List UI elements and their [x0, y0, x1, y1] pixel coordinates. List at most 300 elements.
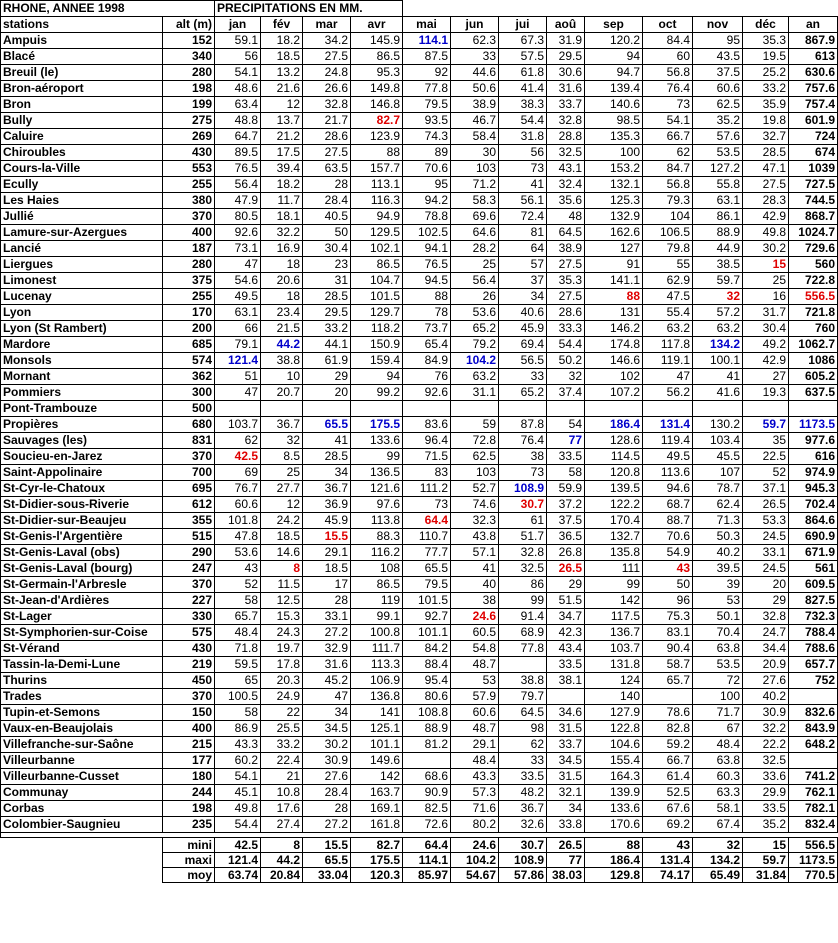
stat-value: 120.3 — [351, 868, 403, 883]
altitude-cell: 400 — [163, 225, 215, 241]
value-cell: 30.4 — [743, 321, 789, 337]
stat-label: mini — [163, 838, 215, 853]
value-cell: 43 — [643, 561, 693, 577]
value-cell: 78.6 — [643, 705, 693, 721]
value-cell: 73 — [499, 465, 547, 481]
value-cell: 65.4 — [403, 337, 451, 353]
altitude-cell: 269 — [163, 129, 215, 145]
value-cell: 145.9 — [351, 33, 403, 49]
value-cell: 61.8 — [499, 65, 547, 81]
annual-total-cell: 560 — [789, 257, 838, 273]
station-name: Colombier-Saugnieu — [1, 817, 163, 833]
station-name: Blacé — [1, 49, 163, 65]
station-name: Thurins — [1, 673, 163, 689]
value-cell: 38.1 — [547, 673, 585, 689]
column-header-alt: alt (m) — [163, 17, 215, 33]
value-cell: 87.8 — [499, 417, 547, 433]
table-row — [1, 465, 838, 481]
value-cell: 117.5 — [585, 609, 643, 625]
station-name: Bully — [1, 113, 163, 129]
value-cell: 17 — [303, 577, 351, 593]
value-cell: 20.9 — [743, 657, 789, 673]
value-cell: 104.2 — [451, 353, 499, 369]
annual-total-cell: 721.8 — [789, 305, 838, 321]
value-cell: 48.2 — [499, 785, 547, 801]
value-cell: 40.2 — [693, 545, 743, 561]
value-cell: 140 — [585, 689, 643, 705]
value-cell: 19.8 — [743, 113, 789, 129]
value-cell: 101.1 — [351, 737, 403, 753]
value-cell: 65.5 — [403, 561, 451, 577]
value-cell: 99 — [351, 449, 403, 465]
value-cell: 33.1 — [743, 545, 789, 561]
altitude-cell: 515 — [163, 529, 215, 545]
value-cell: 133.6 — [585, 801, 643, 817]
value-cell: 37.5 — [547, 513, 585, 529]
annual-total-cell: 752 — [789, 673, 838, 689]
altitude-cell: 831 — [163, 433, 215, 449]
value-cell: 120.8 — [585, 465, 643, 481]
value-cell: 53.3 — [743, 513, 789, 529]
stat-blank — [1, 838, 163, 853]
value-cell: 100 — [693, 689, 743, 705]
stat-value: 38.03 — [547, 868, 585, 883]
value-cell: 91.4 — [499, 609, 547, 625]
value-cell: 15.3 — [261, 609, 303, 625]
value-cell: 36.7 — [303, 481, 351, 497]
value-cell: 76.4 — [643, 81, 693, 97]
value-cell: 14.6 — [261, 545, 303, 561]
value-cell: 162.6 — [585, 225, 643, 241]
station-name: Cours-la-Ville — [1, 161, 163, 177]
value-cell: 80.2 — [451, 817, 499, 833]
value-cell: 129.7 — [351, 305, 403, 321]
annual-total-cell: 744.5 — [789, 193, 838, 209]
station-name: Soucieu-en-Jarez — [1, 449, 163, 465]
value-cell: 11.7 — [261, 193, 303, 209]
value-cell: 28 — [303, 177, 351, 193]
value-cell: 63.2 — [693, 321, 743, 337]
value-cell: 50.1 — [693, 609, 743, 625]
value-cell: 104 — [643, 209, 693, 225]
value-cell: 88 — [351, 145, 403, 161]
value-cell: 80.6 — [403, 689, 451, 705]
value-cell: 41 — [451, 561, 499, 577]
value-cell: 33 — [451, 49, 499, 65]
value-cell: 95 — [403, 177, 451, 193]
value-cell: 136.7 — [585, 625, 643, 641]
stat-value: 33.04 — [303, 868, 351, 883]
value-cell: 33.5 — [547, 449, 585, 465]
stat-value: 134.2 — [693, 853, 743, 868]
station-name: Limonest — [1, 273, 163, 289]
altitude-cell: 330 — [163, 609, 215, 625]
value-cell: 121.6 — [351, 481, 403, 497]
table-subtitle: PRECIPITATIONS EN MM. — [215, 1, 403, 17]
stat-label: moy — [163, 868, 215, 883]
value-cell: 44.2 — [261, 337, 303, 353]
table-row — [1, 657, 838, 673]
stat-value: 186.4 — [585, 853, 643, 868]
altitude-cell: 450 — [163, 673, 215, 689]
table-row — [1, 273, 838, 289]
station-name: St-Didier-sur-Beaujeu — [1, 513, 163, 529]
value-cell: 48.6 — [215, 81, 261, 97]
value-cell: 114.5 — [585, 449, 643, 465]
value-cell: 57.1 — [451, 545, 499, 561]
value-cell: 94 — [351, 369, 403, 385]
station-name: Lyon (St Rambert) — [1, 321, 163, 337]
altitude-cell: 553 — [163, 161, 215, 177]
value-cell: 68.9 — [499, 625, 547, 641]
value-cell: 57.9 — [451, 689, 499, 705]
station-name: Lucenay — [1, 289, 163, 305]
annual-total-cell: 601.9 — [789, 113, 838, 129]
value-cell: 103 — [451, 161, 499, 177]
value-cell: 117.8 — [643, 337, 693, 353]
value-cell: 63.3 — [693, 785, 743, 801]
value-cell: 58.7 — [643, 657, 693, 673]
value-cell: 69.4 — [499, 337, 547, 353]
value-cell: 43.3 — [451, 769, 499, 785]
column-header-month: an — [789, 17, 838, 33]
value-cell: 48.4 — [693, 737, 743, 753]
value-cell: 39.5 — [693, 561, 743, 577]
value-cell: 79.1 — [215, 337, 261, 353]
altitude-cell: 198 — [163, 81, 215, 97]
value-cell: 86.5 — [351, 257, 403, 273]
value-cell: 127.2 — [693, 161, 743, 177]
column-header-month: jun — [451, 17, 499, 33]
value-cell: 56 — [215, 49, 261, 65]
value-cell: 71.5 — [403, 449, 451, 465]
value-cell: 23.4 — [261, 305, 303, 321]
altitude-cell: 247 — [163, 561, 215, 577]
value-cell: 59.7 — [743, 417, 789, 433]
value-cell: 33 — [499, 753, 547, 769]
value-cell: 18.2 — [261, 177, 303, 193]
value-cell: 84.4 — [643, 33, 693, 49]
value-cell: 35.6 — [547, 193, 585, 209]
value-cell: 186.4 — [585, 417, 643, 433]
value-cell: 41 — [499, 177, 547, 193]
value-cell: 34.6 — [547, 705, 585, 721]
value-cell: 62 — [499, 737, 547, 753]
value-cell: 27.5 — [303, 145, 351, 161]
value-cell: 62.5 — [451, 449, 499, 465]
station-name: Mardore — [1, 337, 163, 353]
value-cell: 108 — [351, 561, 403, 577]
annual-total-cell: 690.9 — [789, 529, 838, 545]
value-cell: 122.2 — [585, 497, 643, 513]
value-cell: 54.8 — [451, 641, 499, 657]
value-cell: 32 — [547, 369, 585, 385]
value-cell: 98 — [499, 721, 547, 737]
table-row — [1, 417, 838, 433]
value-cell: 28.4 — [303, 785, 351, 801]
value-cell: 132.9 — [585, 209, 643, 225]
station-name: St-Didier-sous-Riverie — [1, 497, 163, 513]
value-cell: 66.7 — [643, 753, 693, 769]
value-cell: 92 — [403, 65, 451, 81]
value-cell: 56.8 — [643, 65, 693, 81]
column-header-month: oct — [643, 17, 693, 33]
value-cell: 28.2 — [451, 241, 499, 257]
value-cell: 60.6 — [451, 705, 499, 721]
value-cell: 39 — [693, 577, 743, 593]
value-cell: 129.5 — [351, 225, 403, 241]
value-cell: 35.3 — [743, 33, 789, 49]
value-cell: 72 — [693, 673, 743, 689]
value-cell: 34.5 — [547, 753, 585, 769]
table-row — [1, 129, 838, 145]
value-cell: 86.5 — [351, 49, 403, 65]
value-cell: 61.4 — [643, 769, 693, 785]
value-cell — [351, 401, 403, 417]
value-cell: 53 — [451, 673, 499, 689]
value-cell: 95.3 — [351, 65, 403, 81]
value-cell: 26 — [451, 289, 499, 305]
value-cell: 41 — [693, 369, 743, 385]
stat-row — [1, 868, 838, 883]
value-cell: 34.7 — [547, 609, 585, 625]
altitude-cell: 275 — [163, 113, 215, 129]
value-cell: 27.6 — [303, 769, 351, 785]
value-cell: 36.7 — [261, 417, 303, 433]
value-cell: 64.7 — [215, 129, 261, 145]
stat-value: 15 — [743, 838, 789, 853]
value-cell: 83.1 — [643, 625, 693, 641]
value-cell: 33.5 — [499, 769, 547, 785]
stat-value: 85.97 — [403, 868, 451, 883]
value-cell: 142 — [351, 769, 403, 785]
value-cell: 52 — [215, 577, 261, 593]
altitude-cell: 685 — [163, 337, 215, 353]
annual-total-cell: 1062.7 — [789, 337, 838, 353]
station-name: St-Lager — [1, 609, 163, 625]
value-cell: 45.1 — [215, 785, 261, 801]
header-row — [1, 17, 838, 33]
station-name: Tupin-et-Semons — [1, 705, 163, 721]
value-cell: 74.3 — [403, 129, 451, 145]
value-cell: 32.3 — [451, 513, 499, 529]
annual-total-cell: 843.9 — [789, 721, 838, 737]
altitude-cell: 430 — [163, 641, 215, 657]
altitude-cell: 280 — [163, 65, 215, 81]
stat-value: 129.8 — [585, 868, 643, 883]
value-cell: 31.6 — [547, 81, 585, 97]
value-cell: 84.7 — [643, 161, 693, 177]
table-row — [1, 321, 838, 337]
altitude-cell: 430 — [163, 145, 215, 161]
value-cell: 61 — [499, 513, 547, 529]
value-cell — [403, 753, 451, 769]
value-cell: 88.3 — [351, 529, 403, 545]
value-cell — [547, 689, 585, 705]
table-row — [1, 529, 838, 545]
value-cell: 99 — [499, 593, 547, 609]
value-cell: 43.5 — [693, 49, 743, 65]
table-row — [1, 145, 838, 161]
value-cell: 30.7 — [499, 497, 547, 513]
value-cell: 28.5 — [303, 289, 351, 305]
value-cell: 54.4 — [547, 337, 585, 353]
value-cell: 38 — [451, 593, 499, 609]
value-cell: 100 — [585, 145, 643, 161]
value-cell: 62.4 — [693, 497, 743, 513]
value-cell: 24.2 — [261, 513, 303, 529]
value-cell: 30 — [451, 145, 499, 161]
value-cell: 20.6 — [261, 273, 303, 289]
altitude-cell: 375 — [163, 273, 215, 289]
value-cell: 73.7 — [403, 321, 451, 337]
value-cell: 27.2 — [303, 817, 351, 833]
value-cell: 30.2 — [743, 241, 789, 257]
altitude-cell: 612 — [163, 497, 215, 513]
station-name: Monsols — [1, 353, 163, 369]
table-row — [1, 337, 838, 353]
annual-total-cell: 788.6 — [789, 641, 838, 657]
value-cell: 71.6 — [451, 801, 499, 817]
annual-total-cell: 556.5 — [789, 289, 838, 305]
altitude-cell: 244 — [163, 785, 215, 801]
value-cell: 102.1 — [351, 241, 403, 257]
value-cell: 119 — [351, 593, 403, 609]
value-cell: 47.9 — [215, 193, 261, 209]
value-cell: 72.4 — [499, 209, 547, 225]
value-cell: 56.4 — [451, 273, 499, 289]
value-cell: 108.8 — [403, 705, 451, 721]
value-cell: 27.5 — [303, 49, 351, 65]
value-cell: 79.7 — [499, 689, 547, 705]
value-cell: 97.6 — [351, 497, 403, 513]
altitude-cell: 370 — [163, 689, 215, 705]
value-cell: 27.5 — [547, 289, 585, 305]
value-cell: 77.7 — [403, 545, 451, 561]
stat-value: 108.9 — [499, 853, 547, 868]
value-cell: 32.5 — [499, 561, 547, 577]
value-cell: 44.1 — [303, 337, 351, 353]
value-cell: 76.4 — [499, 433, 547, 449]
value-cell: 81.2 — [403, 737, 451, 753]
value-cell: 81 — [499, 225, 547, 241]
stat-value: 57.86 — [499, 868, 547, 883]
value-cell: 146.2 — [585, 321, 643, 337]
station-name: Lancié — [1, 241, 163, 257]
value-cell: 67.3 — [499, 33, 547, 49]
value-cell: 76 — [403, 369, 451, 385]
value-cell: 54.9 — [643, 545, 693, 561]
value-cell: 88.4 — [403, 657, 451, 673]
value-cell: 18.5 — [261, 49, 303, 65]
value-cell: 43.1 — [547, 161, 585, 177]
value-cell: 94.7 — [585, 65, 643, 81]
value-cell: 33.1 — [303, 609, 351, 625]
value-cell — [451, 401, 499, 417]
value-cell: 76.5 — [215, 161, 261, 177]
value-cell: 131 — [585, 305, 643, 321]
value-cell: 86.9 — [215, 721, 261, 737]
value-cell: 30.4 — [303, 241, 351, 257]
value-cell: 34.5 — [303, 721, 351, 737]
value-cell: 38.9 — [451, 97, 499, 113]
value-cell: 55.4 — [643, 305, 693, 321]
value-cell: 65.5 — [303, 417, 351, 433]
table-row — [1, 161, 838, 177]
value-cell: 64.5 — [499, 705, 547, 721]
value-cell: 19.5 — [743, 49, 789, 65]
value-cell: 33 — [499, 369, 547, 385]
value-cell: 84.2 — [403, 641, 451, 657]
value-cell: 33.5 — [547, 657, 585, 673]
station-name: Saint-Appolinaire — [1, 465, 163, 481]
value-cell: 78 — [403, 305, 451, 321]
table-row — [1, 801, 838, 817]
annual-total-cell: 657.7 — [789, 657, 838, 673]
value-cell: 24.5 — [743, 561, 789, 577]
value-cell: 139.5 — [585, 481, 643, 497]
value-cell: 40.5 — [303, 209, 351, 225]
value-cell: 88.9 — [403, 721, 451, 737]
stat-value: 59.7 — [743, 853, 789, 868]
value-cell: 50 — [643, 577, 693, 593]
value-cell: 99.2 — [351, 385, 403, 401]
value-cell: 27.5 — [743, 177, 789, 193]
value-cell — [643, 689, 693, 705]
value-cell: 95 — [693, 33, 743, 49]
value-cell: 29.1 — [451, 737, 499, 753]
value-cell: 48 — [547, 209, 585, 225]
value-cell: 27.2 — [303, 625, 351, 641]
value-cell: 101.5 — [403, 593, 451, 609]
value-cell: 27.6 — [743, 673, 789, 689]
annual-total-cell: 727.5 — [789, 177, 838, 193]
annual-total-cell: 757.6 — [789, 81, 838, 97]
annual-total-cell: 605.2 — [789, 369, 838, 385]
value-cell: 12.5 — [261, 593, 303, 609]
station-name: St-Genis-Laval (obs) — [1, 545, 163, 561]
annual-total-cell: 630.6 — [789, 65, 838, 81]
station-name: Mornant — [1, 369, 163, 385]
value-cell: 94 — [585, 49, 643, 65]
value-cell: 64.5 — [547, 225, 585, 241]
value-cell: 170.4 — [585, 513, 643, 529]
value-cell: 149.6 — [351, 753, 403, 769]
value-cell: 60.6 — [693, 81, 743, 97]
value-cell: 54.4 — [499, 113, 547, 129]
value-cell: 69 — [215, 465, 261, 481]
value-cell: 89 — [403, 145, 451, 161]
annual-total-cell: 671.9 — [789, 545, 838, 561]
value-cell: 90.9 — [403, 785, 451, 801]
value-cell: 23 — [303, 257, 351, 273]
value-cell: 57.3 — [451, 785, 499, 801]
value-cell: 31.7 — [743, 305, 789, 321]
value-cell: 121.4 — [215, 353, 261, 369]
value-cell: 32.1 — [547, 785, 585, 801]
value-cell: 79.2 — [451, 337, 499, 353]
station-name: Tassin-la-Demi-Lune — [1, 657, 163, 673]
value-cell: 111.2 — [403, 481, 451, 497]
value-cell: 46.7 — [451, 113, 499, 129]
altitude-cell: 187 — [163, 241, 215, 257]
value-cell: 24.7 — [743, 625, 789, 641]
altitude-cell: 170 — [163, 305, 215, 321]
value-cell: 37 — [499, 273, 547, 289]
value-cell: 87.5 — [403, 49, 451, 65]
value-cell: 29.5 — [547, 49, 585, 65]
value-cell: 56.4 — [215, 177, 261, 193]
